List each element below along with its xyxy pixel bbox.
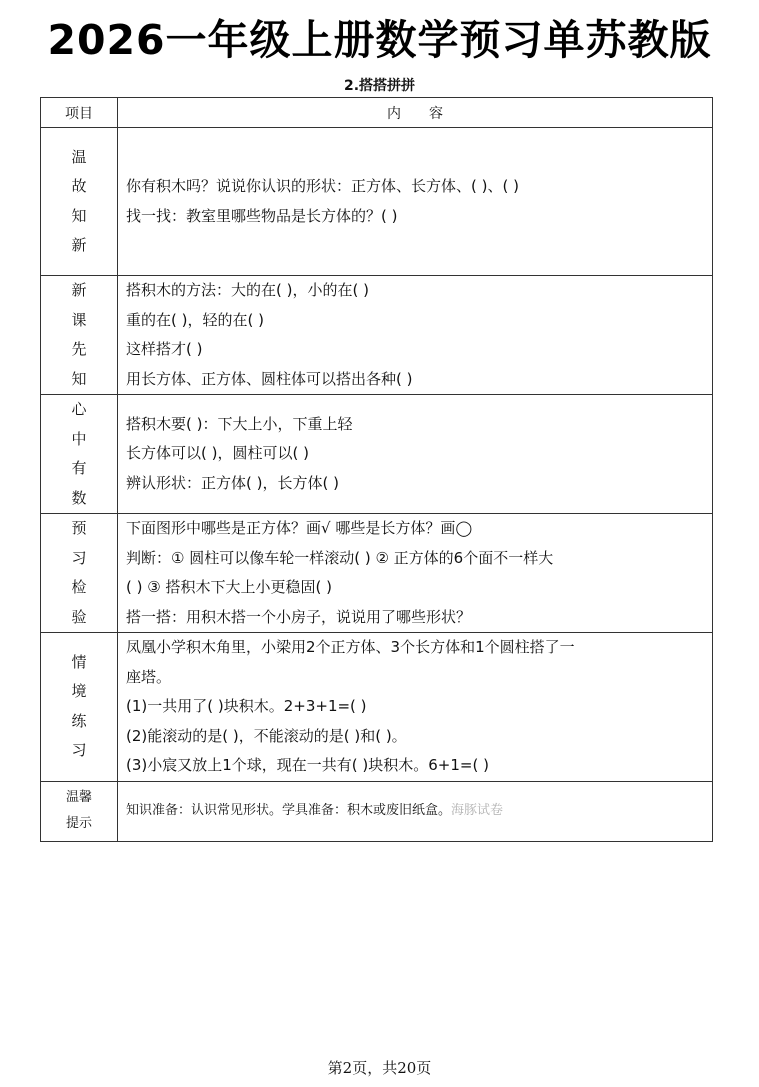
header-item: 项目 [41,98,118,128]
page-title: 2026一年级上册数学预习单苏教版 [47,16,712,64]
content-line: 重的在( )，轻的在( ) [126,310,264,329]
content-line: ( ) ③ 搭积木下大上小更稳固( ) [126,578,332,596]
label-char: 知 [71,369,87,388]
content-line: 判断：① 圆柱可以像车轮一样滚动( ) ② 正方体的6个面不一样大 [126,548,554,567]
label-text: 温馨 [65,790,92,805]
label-char: 新 [71,236,87,254]
label-char: 温 [71,147,87,166]
label-char: 境 [71,682,87,701]
page-footer: 第2页，共20页 [327,1059,432,1077]
row-label [41,633,118,782]
label-char: 有 [71,459,87,477]
label-char: 心 [71,400,87,418]
label-char: 预 [71,519,87,537]
watermark-text: 海豚试卷 [451,803,504,818]
row-label [41,276,118,395]
row-content [118,633,713,782]
content-line: 搭积木的方法：大的在( )，小的在( ) [126,281,369,299]
label-char: 中 [71,429,87,448]
content-line: 辨认形状：正方体( )，长方体( ) [126,473,339,492]
table-header-row [41,98,713,128]
content-line: 这样搭才( ) [126,340,203,358]
header-content: 内 容 [118,98,713,128]
content-line: 用长方体、正方体、圆柱体可以搭出各种( ) [126,369,413,388]
row-content [118,276,713,395]
content-line: (1)一共用了( )块积木。2+3+1=( ) [126,697,367,715]
label-char: 先 [71,340,87,358]
table-row-practice [41,633,713,782]
label-char: 课 [71,310,87,329]
label-char: 验 [71,607,87,626]
label-text: 提示 [65,816,92,831]
label-char: 检 [71,578,87,596]
row-label [41,781,118,841]
row-content [118,395,713,514]
table-row-new-lesson [41,276,713,395]
content-line: 你有积木吗？说说你认识的形状：正方体、长方体、( )、( ) [126,177,519,195]
table-row-key-points [41,395,713,514]
label-char: 故 [71,177,87,195]
label-char: 新 [71,281,87,299]
content-line: (3)小宸又放上1个球，现在一共有( )块积木。6+1=( ) [126,756,489,774]
content-line: 下面图形中哪些是正方体？画√ 哪些是长方体？画◯ [126,519,473,537]
content-line: 长方体可以( )，圆柱可以( ) [126,444,309,463]
content-line: 座塔。 [126,667,172,686]
content-line: 凤凰小学积木角里，小梁用2个正方体、3个长方体和1个圆柱搭了一 [126,638,575,656]
row-content [118,128,713,276]
row-label [41,128,118,276]
content-line: 搭一搭：用积木搭一个小房子，说说用了哪些形状？ [126,607,472,626]
lesson-subtitle: 2.搭搭拼拼 [343,78,416,94]
content-line: 找一找：教室里哪些物品是长方体的？( ) [126,206,398,225]
label-char: 习 [71,548,87,567]
label-char: 知 [71,206,87,225]
table-row-review [41,128,713,276]
label-char: 习 [71,741,87,760]
row-content [118,514,713,633]
content-line: 搭积木要( )：下大上小，下重上轻 [126,414,353,433]
preview-table [40,97,713,842]
label-char: 数 [71,488,87,507]
content-line: (2)能滚动的是( )，不能滚动的是( )和( )。 [126,726,407,745]
label-char: 情 [71,652,87,671]
row-label [41,514,118,633]
table-row-tip [41,781,713,841]
table-row-preview-check [41,514,713,633]
row-content [118,781,713,841]
label-char: 练 [71,711,87,730]
row-label [41,395,118,514]
tip-text: 知识准备：认识常见形状。学具准备：积木或废旧纸盒。 [126,803,452,818]
